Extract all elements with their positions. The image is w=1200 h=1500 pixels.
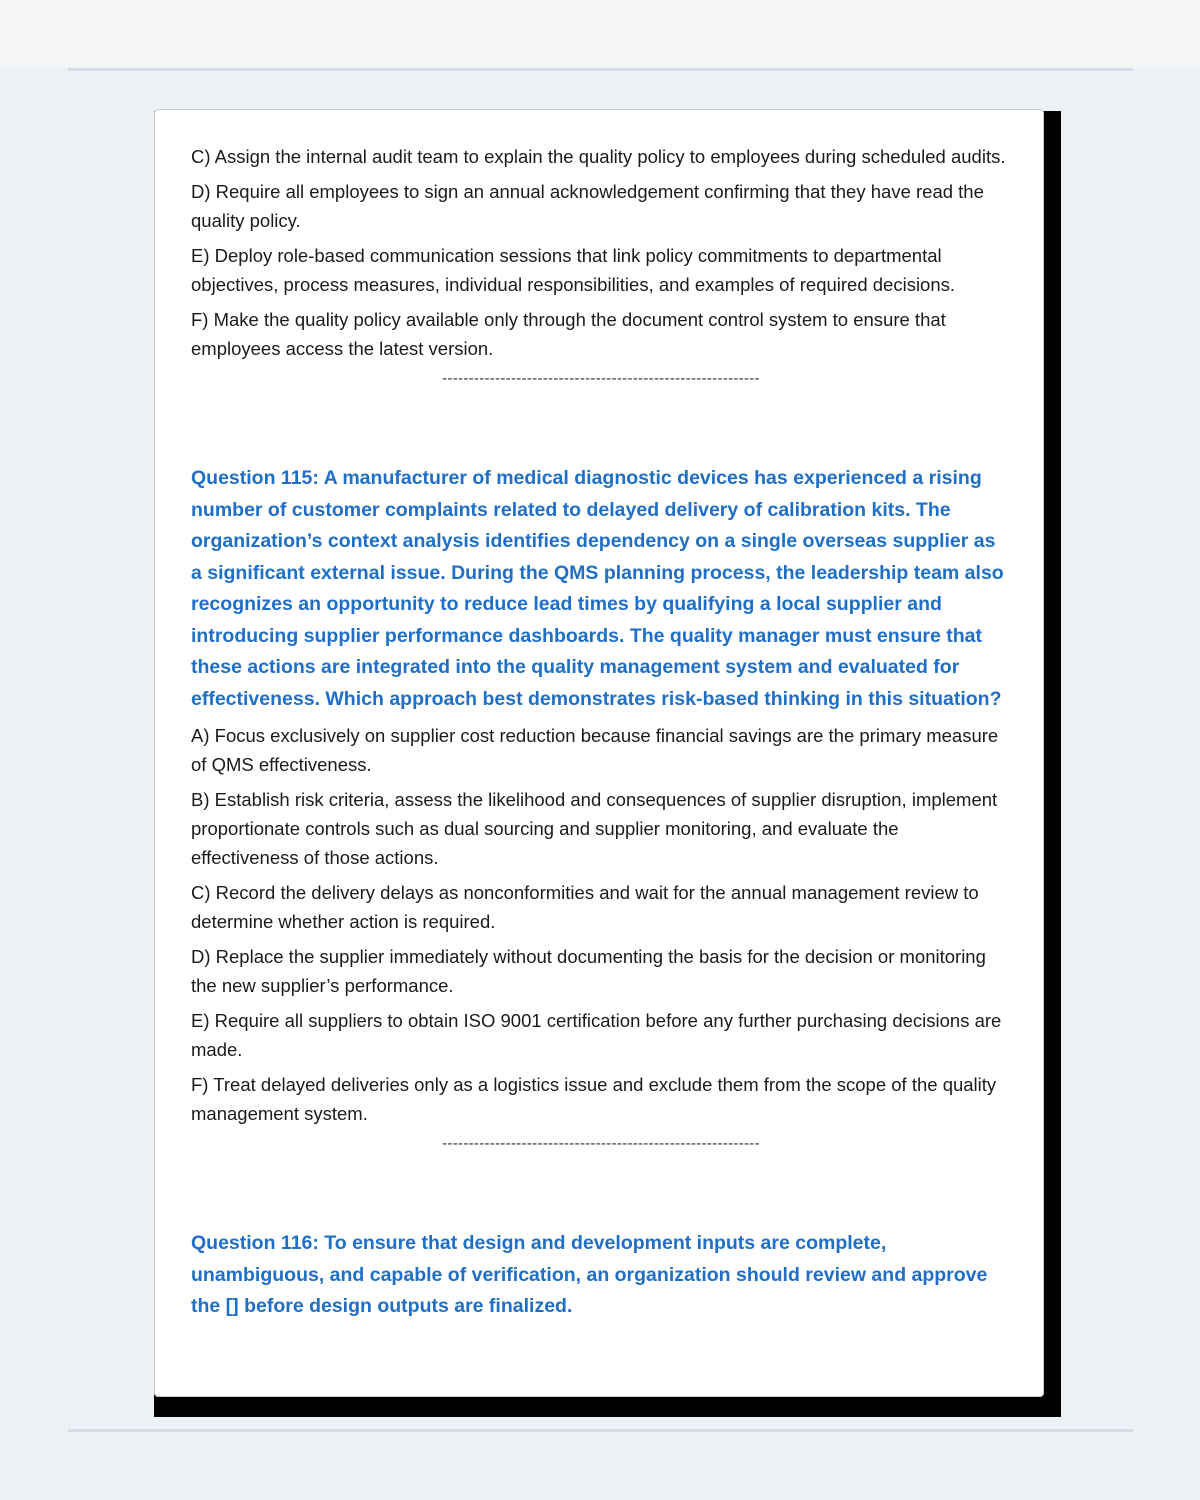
q115-option-e: E) Require all suppliers to obtain ISO 9001 certification before any further purchasing decisions are made. xyxy=(191,1010,1002,1060)
question-116: Question 116: To ensure that design and development inputs are complete, unambiguous, and capable of verification, an organization should review and approve the [] before design outputs are finalized. xyxy=(191,1232,988,1317)
option-c-prev: C) Assign the internal audit team to explain the quality policy to employees during scheduled audits. xyxy=(191,146,1006,167)
bottom-divider xyxy=(68,1429,1133,1432)
q115-option-c: C) Record the delivery delays as nonconformities and wait for the annual management review to determine whether action is required. xyxy=(191,882,979,932)
q115-option-a: A) Focus exclusively on supplier cost reduction because financial savings are the primary measure of QMS effectiveness. xyxy=(191,725,999,775)
question-115: Question 115: A manufacturer of medical diagnostic devices has experienced a rising number of customer complaints related to delayed delivery of calibration kits. The organization’s context analysis identifies dependency on a single overseas supplier as a significant external issue. During the QMS planning process, the leadership team also recognizes an opportunity to reduce lead times by qualifying a local supplier and introducing supplier performance dashboards. The quality manager must ensure that these actions are integrated into the quality management system and evaluated for effectiveness. Which approach best demonstrates risk-based thinking in this situation? xyxy=(191,467,1004,710)
q115-option-f: F) Treat delayed deliveries only as a logistics issue and exclude them from the scope of the quality management system. xyxy=(191,1074,997,1124)
q115-option-d: D) Replace the supplier immediately without documenting the basis for the decision or monitoring the new supplier’s performance. xyxy=(191,946,986,996)
option-d-prev: D) Require all employees to sign an annual acknowledgement confirming that they have read the quality policy. xyxy=(191,181,984,231)
top-toolbar-band xyxy=(0,0,1200,68)
separator-line: ------------------------------------------------------------ xyxy=(442,1135,760,1152)
option-f-prev: F) Make the quality policy available only through the document control system to ensure that employees access the latest version. xyxy=(191,309,946,359)
option-e-prev: E) Deploy role-based communication sessions that link policy commitments to departmental objectives, process measures, individual responsibilities, and examples of required decisions. xyxy=(191,245,956,295)
top-divider xyxy=(68,68,1133,71)
document-page xyxy=(154,109,1044,1397)
separator-line: ------------------------------------------------------------ xyxy=(442,370,760,387)
q115-option-b: B) Establish risk criteria, assess the likelihood and consequences of supplier disruption, implement proportionate controls such as dual sourcing and supplier monitoring, and evaluate the effectiveness of those actions. xyxy=(191,789,998,868)
page-content xyxy=(191,142,1011,1329)
